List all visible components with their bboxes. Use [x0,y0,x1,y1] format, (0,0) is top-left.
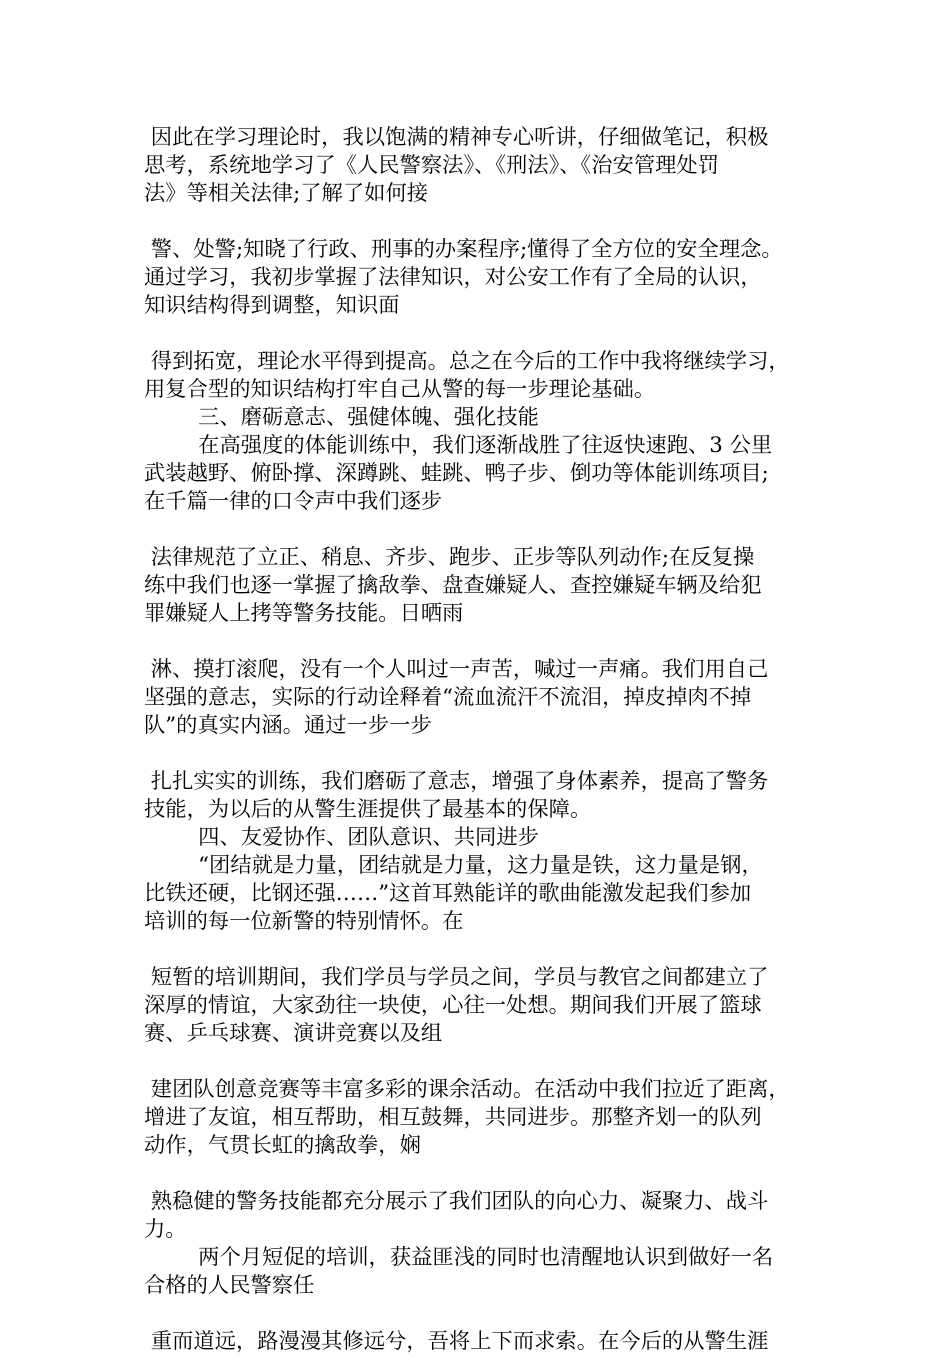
text-line: 培训的每一位新警的特别情怀。在 [144,909,464,934]
text-line: 法律规范了立正、稍息、齐步、跑步、正步等队列动作;在反复操 [144,545,755,570]
text-line: 武装越野、俯卧撑、深蹲跳、蛙跳、鸭子步、倒功等体能训练项目; [144,461,769,486]
text-line: 警、处警;知晓了行政、刑事的办案程序;懂得了全方位的安全理念。 [144,237,783,262]
paragraph-gap [144,936,814,964]
text-line: 在高强度的体能训练中，我们逐渐战胜了往返快速跑、3 公里 [144,433,773,458]
section-heading: 三、磨砺意志、强健体魄、强化技能 [144,405,539,430]
paragraph-gap [144,320,814,348]
text-line: 队”的真实内涵。通过一步一步 [144,713,432,738]
paragraph-gap [144,208,814,236]
text-line: 法》等相关法律;了解了如何接 [144,181,429,206]
text-line: 动作，气贯长虹的擒敌拳，娴 [144,1133,421,1158]
text-line: “团结就是力量，团结就是力量，这力量是铁，这力量是钢， [144,853,763,878]
paragraph-gap [144,628,814,656]
paragraph-gap [144,740,814,768]
text-line: 罪嫌疑人上拷等警务技能。日晒雨 [144,601,464,626]
text-line: 知识结构得到调整，知识面 [144,293,400,318]
text-line: 力。 [144,1217,187,1242]
paragraph-gap [144,516,814,544]
text-line: 得到拓宽，理论水平得到提高。总之在今后的工作中我将继续学习， [144,349,790,374]
text-line: 深厚的情谊，大家劲往一块使，心往一处想。期间我们开展了篮球 [144,993,762,1018]
text-line: 重而道远，路漫漫其修远兮，吾将上下而求索。在今后的从警生涯 [144,1329,769,1354]
text-line: 建团队创意竞赛等丰富多彩的课余活动。在活动中我们拉近了距离， [144,1077,790,1102]
paragraph-gap [144,1300,814,1328]
text-line: 通过学习，我初步掌握了法律知识，对公安工作有了全局的认识， [144,265,762,290]
text-line: 合格的人民警察任 [144,1273,315,1298]
text-line: 技能，为以后的从警生涯提供了最基本的保障。 [144,797,592,822]
text-line: 用复合型的知识结构打牢自己从警的每一步理论基础。 [144,377,656,402]
text-line: 练中我们也逐一掌握了擒敌拳、盘查嫌疑人、查控嫌疑车辆及给犯 [144,573,762,598]
paragraph-gap [144,1048,814,1076]
text-line: 思考，系统地学习了《人民警察法》、《刑法》、《治安管理处罚 [144,153,720,178]
section-heading: 四、友爱协作、团队意识、共同进步 [144,825,539,850]
text-line: 坚强的意志，实际的行动诠释着“流血流汗不流泪，掉皮掉肉不掉 [144,685,752,710]
text-line: 增进了友谊，相互帮助，相互鼓舞，共同进步。那整齐划一的队列 [144,1105,762,1130]
text-line: 短暂的培训期间，我们学员与学员之间，学员与教官之间都建立了 [144,965,769,990]
paragraph-gap [144,1160,814,1188]
text-line: 因此在学习理论时，我以饱满的精神专心听讲，仔细做笔记，积极 [144,125,769,150]
text-line: 赛、乒乓球赛、演讲竞赛以及组 [144,1021,443,1046]
document-body [144,124,814,1356]
text-line: 扎扎实实的训练，我们磨砺了意志，增强了身体素养，提高了警务 [144,769,769,794]
text-line: 两个月短促的培训，获益匪浅的同时也清醒地认识到做好一名 [144,1245,774,1270]
text-line: 熟稳健的警务技能都充分展示了我们团队的向心力、凝聚力、战斗 [144,1189,769,1214]
text-line: 比铁还硬，比钢还强……”这首耳熟能详的歌曲能激发起我们参加 [144,881,752,906]
text-line: 淋、摸打滚爬，没有一个人叫过一声苦，喊过一声痛。我们用自己 [144,657,769,682]
text-line: 在千篇一律的口令声中我们逐步 [144,489,443,514]
